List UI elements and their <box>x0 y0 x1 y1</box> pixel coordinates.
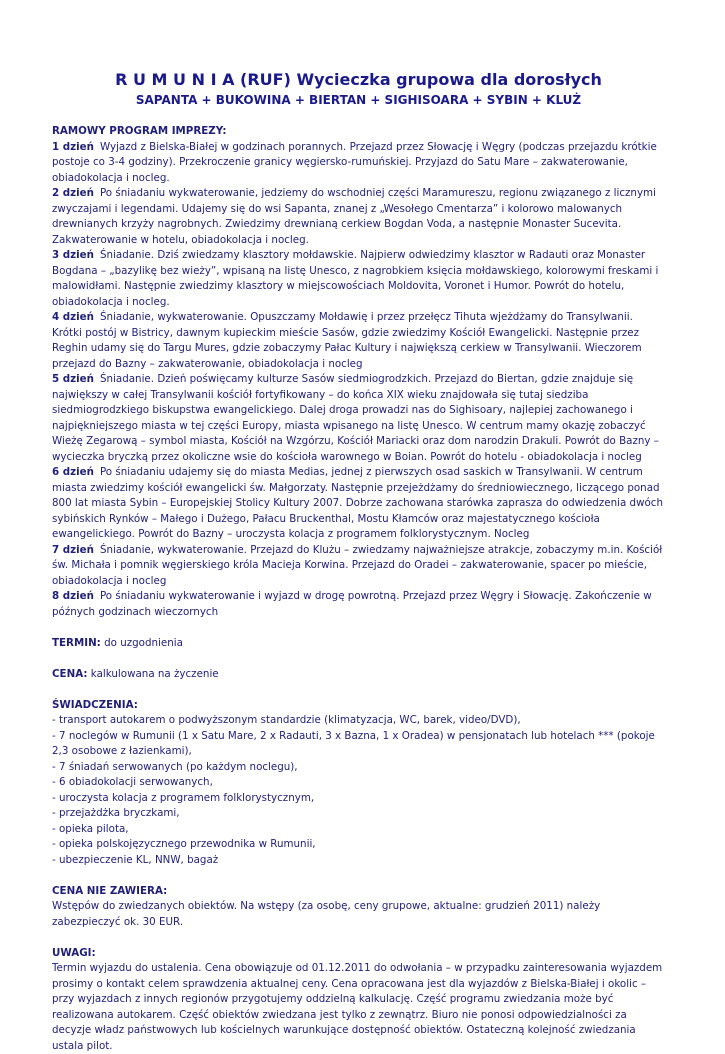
spacer <box>52 620 665 636</box>
swiadczenia-item: - 6 obiadokolacji serwowanych, <box>52 776 213 788</box>
termin-value: do uzgodnienia <box>104 636 183 649</box>
uwagi-heading: UWAGI: <box>52 946 96 959</box>
swiadczenia-item: - przejażdżka bryczkami, <box>52 807 180 819</box>
cena-line <box>52 667 665 683</box>
day-2 <box>52 186 665 248</box>
swiadczenia-item: - ubezpieczenie KL, NNW, bagaż <box>52 853 219 866</box>
day-text: Wyjazd z Bielska-Białej w godzinach porannych. Przejazd przez Słowację i Węgry (podczas przejazdu krótkie postoje co 3-4 godziny). Przekroczenie granicy węgiersko-rumuńskiej. Przyjazd do Satu Mare – zakwaterowanie, obiadokolacja i nocleg. <box>52 140 657 184</box>
swiadczenia-item: - opieka pilota, <box>52 822 129 835</box>
day-label: 4 dzień <box>52 311 94 323</box>
day-label: 6 dzień <box>52 466 94 478</box>
program-heading: RAMOWY PROGRAM IMPREZY: <box>52 125 227 137</box>
day-text: Śniadanie. Dzień poświęcamy kulturze Sasów siedmiogrodzkich. Przejazd do Biertan, gdzie znajduje się największy w całej Transylwanii kościół fortyfikowany – do końca XIX wieku znajdowała się tutaj siedziba siedmiogrodzkiego biskupstwa ewangelickiego. Dalej droga prowadzi nas do Sighisoary, najlepiej zachowanego i najpiękniejszego miasta w tej części Europy, miasta wpisanego na listę Unesco. W centrum mamy okazję zobaczyć Wieżę Zegarową – symbol miasta, Kościół na Wzgórzu, Kościół Mariacki oraz dom narodzin Drakuli. Powrót do Bazny – wycieczka bryczką przez okoliczne wsie do kościoła warownego w Boian. Powrót do hotelu - obiadokolacja i nocleg <box>52 373 659 463</box>
page-subtitle: SAPANTA + BUKOWINA + BIERTAN + SIGHISOARA + SYBIN + KLUŻ <box>135 93 582 107</box>
day-7 <box>52 543 665 590</box>
day-text: Po śniadaniu wykwaterowanie, jedziemy do wschodniej części Maramureszu, regionu związanego z licznymi zwyczajami i legendami. Udajemy się do wsi Sapanta, znanej z „Wesołego Cmentarza” i kolorowo malowanych drewnianych krzyży nagrobnych. Zwiedzimy drewnianą cerkiew Bogdan Voda, a następnie Monaster Sucevita. Zakwaterowanie w hotelu, obiadokolacja i nocleg. <box>52 187 656 246</box>
day-label: 5 dzień <box>52 373 94 385</box>
swiadczenia-item: - uroczysta kolacja z programem folklorystycznym, <box>52 791 315 804</box>
day-4 <box>52 310 665 372</box>
day-label: 3 dzień <box>52 249 94 261</box>
swiadczenia-item: - 7 śniadań serwowanych (po każdym noclegu), <box>52 760 298 773</box>
page-title: R U M U N I A (RUF) Wycieczka grupowa dla dorosłych <box>115 70 602 89</box>
day-3 <box>52 248 665 310</box>
day-8 <box>52 589 665 620</box>
day-text: Śniadanie, wykwaterowanie. Opuszczamy Mołdawię i przez przełęcz Tihuta wjeżdżamy do Transylwanii. Krótki postój w Bistricy, dawnym kupieckim mieście Sasów, gdzie zwiedzimy Kościół Ewangelicki. Następnie przez Reghin udamy się do Targu Mures, gdzie zobaczymy Pałac Kultury i największą cerkiew w Transylwanii. Wieczorem przejazd do Bazny – zakwaterowanie, obiadokolacja i nocleg <box>52 311 642 370</box>
day-text: Po śniadaniu udajemy się do miasta Medias, jednej z pierwszych osad saskich w Transylwanii. W centrum miasta zwiedzimy kościół ewangelicki św. Małgorzaty. Następnie przejeżdżamy do średniowiecznego, liczącego ponad 800 lat miasta Sybin – Europejskiej Stolicy Kultury 2007. Dobrze zachowana starówka zaprasza do odwiedzenia dwóch sybińskich Rynków – Małego i Dużego, Pałacu Bruckenthal, Mostu Kłamców oraz majestatycznego kościoła ewangelickiego. Powrót do Bazny – uroczysta kolacja z programem folklorystycznym. Nocleg <box>52 466 663 540</box>
swiadczenia-item: - transport autokarem o podwyższonym standardzie (klimatyzacja, WC, barek, video/DVD), <box>52 714 521 726</box>
cena-value: kalkulowana na życzenie <box>90 667 219 680</box>
day-5 <box>52 372 665 465</box>
day-label: 7 dzień <box>52 543 94 556</box>
day-text: Śniadanie, wykwaterowanie. Przejazd do Klużu – zwiedzamy najważniejsze atrakcje, zobaczymy m.in. Kościół św. Michała i pomnik węgierskiego króla Macieja Korwina. Przejazd do Oradei – zakwaterowanie, spacer po mieście, obiadokolacja i nocleg <box>52 543 663 587</box>
swiadczenia-item: - opieka polskojęzycznego przewodnika w Rumunii, <box>52 838 316 850</box>
spacer <box>52 868 665 884</box>
termin-line <box>52 636 665 652</box>
spacer <box>52 930 665 946</box>
swiadczenia-item: - 7 noclegów w Rumunii (1 x Satu Mare, 2 x Radauti, 3 x Bazna, 1 x Oradea) w pensjonatach lub hotelach *** (pokoje 2,3 osobowe z łazienkami), <box>52 729 655 757</box>
day-text: Po śniadaniu wykwaterowanie i wyjazd w drogę powrotną. Przejazd przez Węgry i Słowację. Zakończenie w późnych godzinach wieczornych <box>52 590 652 618</box>
spacer <box>52 682 665 698</box>
nie-zawiera-text: Wstępów do zwiedzanych obiektów. Na wstępy (za osobę, ceny grupowe, aktualne: grudzień 2011) należy zabezpieczyć ok. 30 EUR. <box>52 900 601 928</box>
uwagi-text: Termin wyjazdu do ustalenia. Cena obowiązuje od 01.12.2011 do odwołania – w przypadku zainteresowania wyjazdem prosimy o kontakt celem sprawdzenia aktualnej ceny. Cena opracowana jest dla wyjazdów z Bielska-Białej i okolic – przy wyjazdach z innych regionów przygotujemy oddzielną kalkulację. Część programu zwiedzania może być realizowana autokarem. Część obiektów zwiedzana jest tylko z zewnątrz. Biuro nie ponosi odpowiedzialności za decyzje władz państwowych lub kościelnych warunkujące dostępność obiektów. Ostateczną kolejność zwiedzania ustala pilot. <box>52 962 663 1052</box>
day-label: 2 dzień <box>52 187 94 199</box>
day-label: 8 dzień <box>52 590 94 602</box>
day-label: 1 dzień <box>52 140 94 153</box>
spacer <box>52 651 665 667</box>
day-text: Śniadanie. Dziś zwiedzamy klasztory mołdawskie. Najpierw odwiedzimy klasztor w Radauti oraz Monaster Bogdana – „bazylikę bez wieży”, wpisaną na listę Unesco, z nagrobkiem księcia mołdawskiego, kolorowymi freskami i malowidłami. Następnie zwiedzimy klasztory w miejscowościach Moldovita, Voronet i Humor. Powrót do hotelu, obiadokolacja i nocleg. <box>52 249 659 308</box>
nie-zawiera-heading: CENA NIE ZAWIERA: <box>52 884 168 897</box>
day-6 <box>52 465 665 543</box>
swiadczenia-heading: ŚWIADCZENIA: <box>52 698 138 711</box>
termin-label: TERMIN: <box>52 636 101 649</box>
day-1 <box>52 140 665 187</box>
cena-label: CENA: <box>52 667 88 680</box>
